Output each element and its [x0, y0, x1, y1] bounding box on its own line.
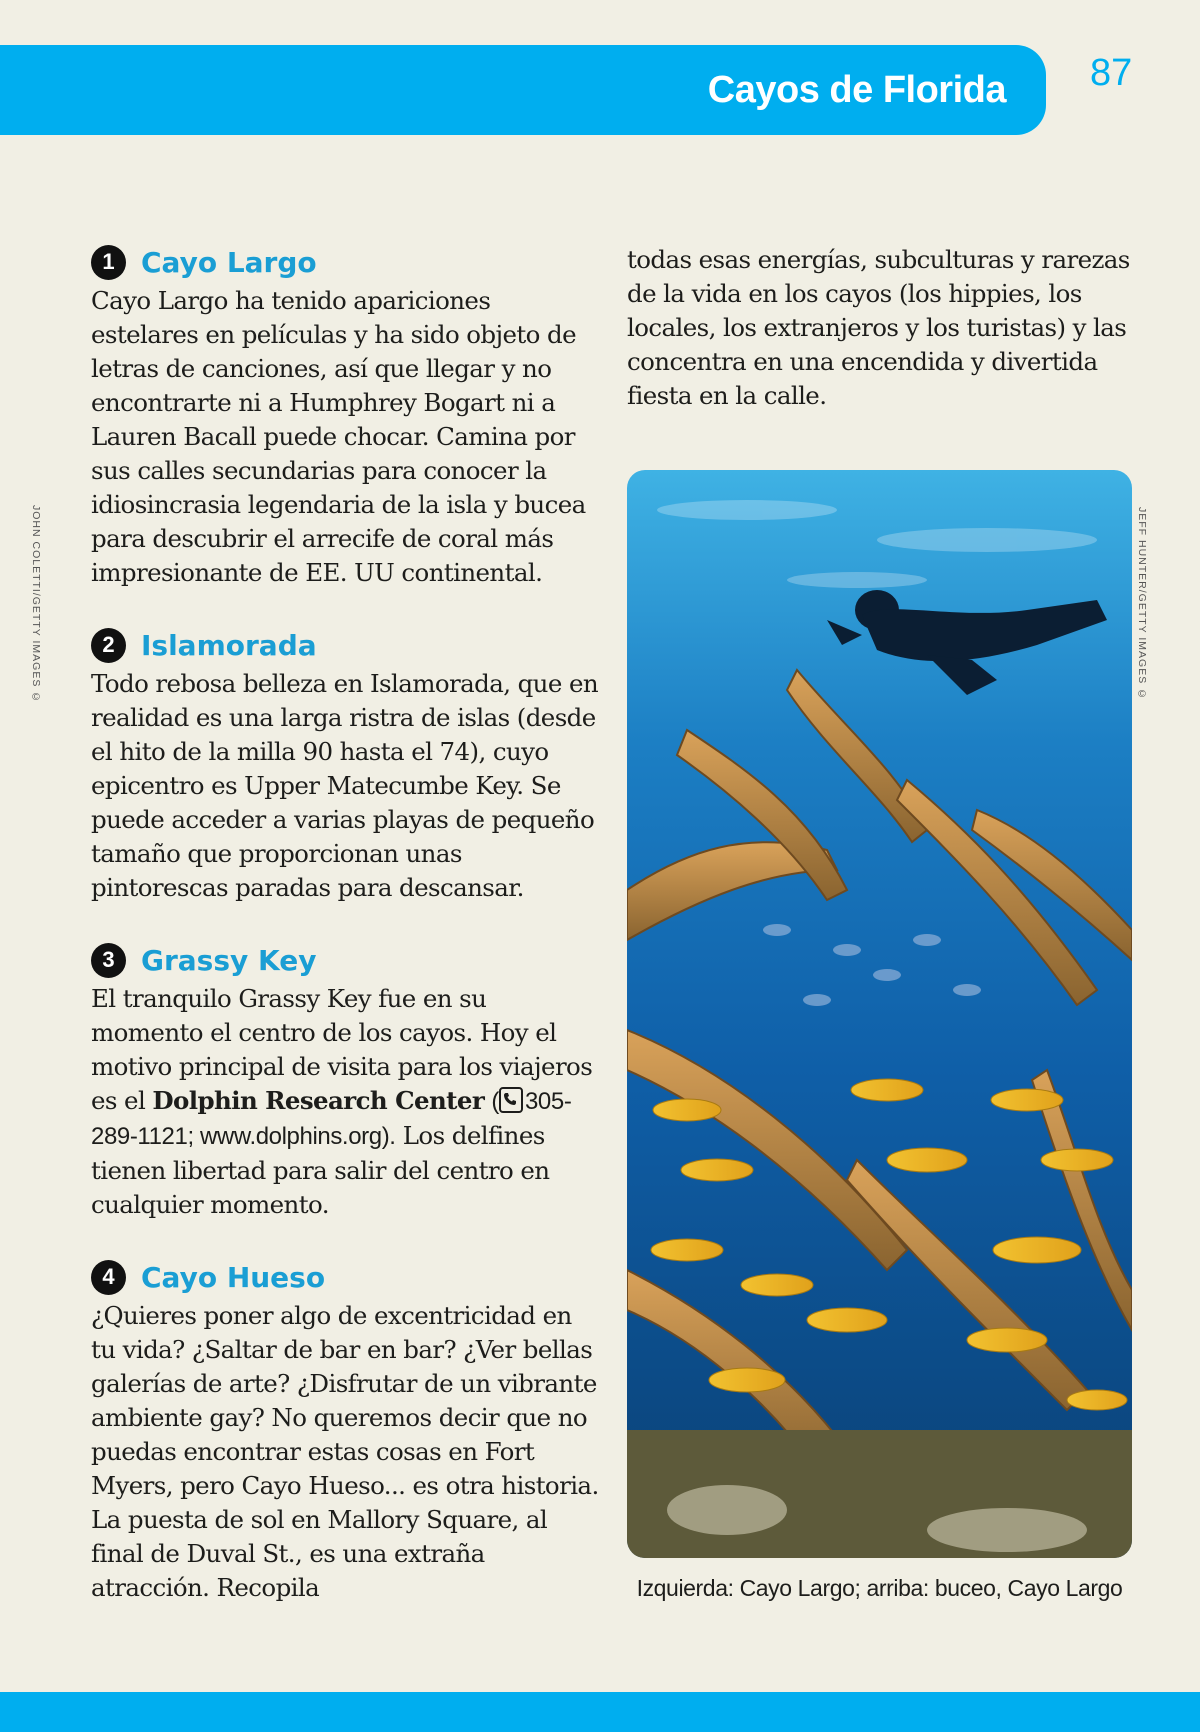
- section-number-badge: 2: [91, 628, 126, 663]
- section-body: ¿Quieres poner algo de excentricidad en tu vida? ¿Saltar de bar en bar? ¿Ver bellas galerías de arte? ¿Disfrutar de un vibrante ambiente gay? No queremos decir que no puedas encontrar estas cosas en Fort Myers, pero Cayo Hueso... es otra historia. La puesta de sol en Mallory Square, al final de Duval St., es una extraña atracción. Recopila: [91, 1301, 599, 1602]
- section-body-outro: Los delfines tienen libertad para salir del centro en cualquier momento.: [91, 1121, 550, 1219]
- section-grassy-key: [91, 938, 601, 1222]
- section-number-badge: 4: [91, 1260, 126, 1295]
- footer-bar: [0, 1692, 1200, 1732]
- phone-icon: [499, 1087, 523, 1113]
- photo-credit-right: JEFF HUNTER/GETTY IMAGES ©: [1136, 507, 1148, 702]
- section-title: Grassy Key: [141, 943, 317, 977]
- section-islamorada: [91, 623, 601, 905]
- page-number: 87: [1090, 52, 1133, 94]
- section-cayo-largo: [91, 240, 601, 590]
- right-column: [627, 243, 1142, 413]
- coral-reef-photo: [627, 470, 1132, 1558]
- section-body: El tranquilo Grassy Key fue en su momento el centro de los cayos. Hoy el motivo principal de visita para los viajeros es el Dolphin Research Center ( 305-289-1121; www.dolphins.org). Los delfines tienen libertad para salir del centro en cualquier momento.: [91, 984, 593, 1219]
- photo-credit-left: JOHN COLETTI/GETTY IMAGES ©: [30, 505, 42, 705]
- section-cayo-hueso: [91, 1255, 601, 1605]
- section-title: Cayo Largo: [141, 245, 317, 279]
- section-number-badge: 3: [91, 943, 126, 978]
- section-body-intro: El tranquilo Grassy Key fue en su momento el centro de los cayos. Hoy el motivo principal de visita para los viajeros es el: [91, 984, 593, 1115]
- section-number-badge: 1: [91, 245, 126, 280]
- contact-info: 305-289-1121; www.dolphins.org: [91, 1088, 572, 1150]
- continuation-text: todas esas energías, subculturas y rarezas de la vida en los cayos (los hippies, los locales, los extranjeros y los turistas) y las concentra en una encendida y divertida fiesta en la calle.: [627, 245, 1130, 410]
- section-title: Islamorada: [141, 628, 317, 662]
- dolphin-research-center-name: Dolphin Research Center: [152, 1086, 485, 1115]
- photo-caption: Izquierda: Cayo Largo; arriba: buceo, Cayo Largo: [636, 1575, 1123, 1601]
- section-body: Cayo Largo ha tenido apariciones estelares en películas y ha sido objeto de letras de canciones, así que llegar y no encontrarte ni a Humphrey Bogart ni a Lauren Bacall puede chocar. Camina por sus calles secundarias para conocer la idiosincrasia legendaria de la isla y bucea para descubrir el arrecife de coral más impresionante de EE. UU continental.: [91, 286, 586, 587]
- section-body: Todo rebosa belleza en Islamorada, que en realidad es una larga ristra de islas (desde el hito de la milla 90 hasta el 74), cuyo epicentro es Upper Matecumbe Key. Se puede acceder a varias playas de pequeño tamaño que proporcionan unas pintorescas paradas para descansar.: [91, 669, 599, 902]
- section-title: Cayo Hueso: [141, 1260, 326, 1294]
- chapter-header-bar: [0, 45, 1046, 135]
- left-column: [91, 240, 601, 1638]
- chapter-title: Cayos de Florida: [707, 69, 1006, 111]
